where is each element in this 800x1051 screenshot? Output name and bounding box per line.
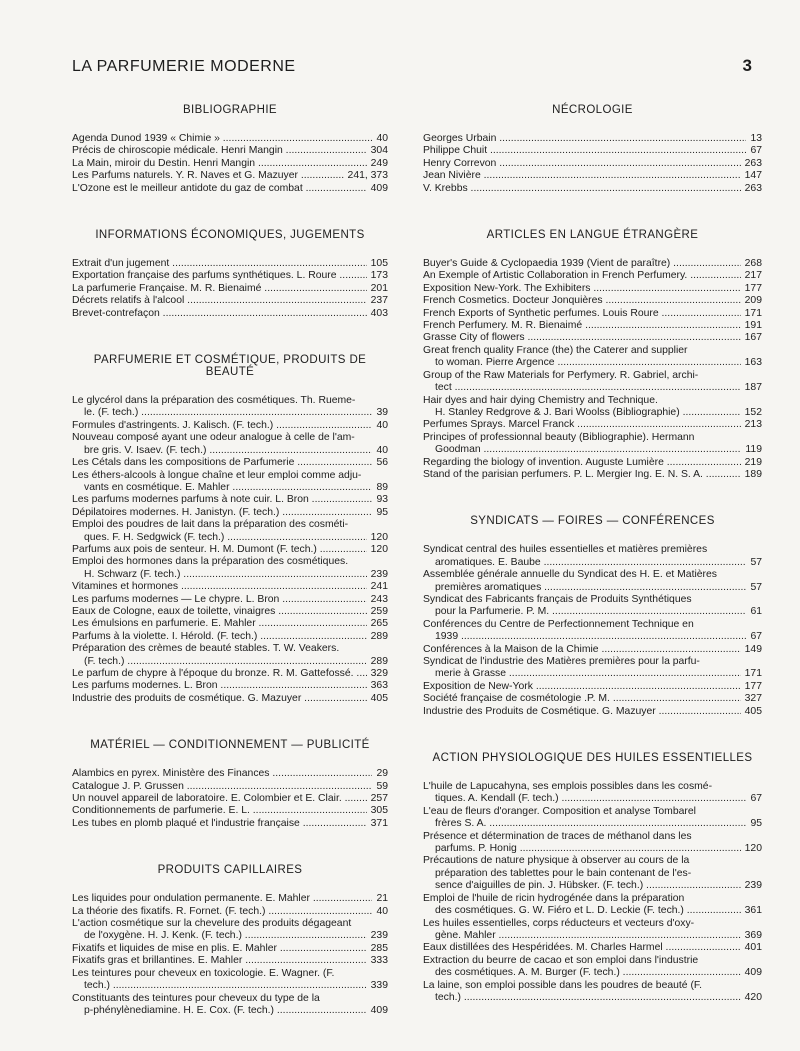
entry-title-line: Préparation des crèmes de beauté stables. T. W. Veakers.: [72, 643, 340, 655]
entry-title-line: Société française de cosmétologie .P. M. .....: [423, 693, 741, 705]
index-entry: [423, 656, 762, 681]
entry-title-line: des cosmétiques. A. M. Burger (F. tech.) .....: [435, 967, 741, 979]
index-entry: [423, 955, 762, 980]
entry-title-line: Perfumes Sprays. Marcel Franck .....: [423, 419, 741, 431]
entry-title-line: Syndicat des Fabricants français de Produits Synthétiques: [423, 593, 692, 605]
entry-title-line: des cosmétiques. G. W. Fiéro et L. D. Leckie (F. tech.) .....: [435, 905, 741, 917]
entry-title-line: Les tubes en plomb plaqué et l'industrie française .....: [72, 818, 367, 830]
entry-title-line: to woman. Pierre Argence .....: [435, 357, 741, 369]
entry-page-number: 40: [376, 905, 388, 917]
section-produits-capillaires: [72, 864, 388, 1017]
entry-title-line: La parfumerie Française. M. R. Bienaimé .....: [72, 283, 367, 295]
entry-page-number: 409: [370, 1004, 388, 1016]
section-articles-en-langue-etrangere: [423, 229, 762, 481]
index-entry: [72, 295, 388, 307]
index-entry: [423, 133, 762, 145]
index-entry: [423, 544, 762, 569]
entry-title-line: Les Parfums naturels. Y. R. Naves et G. Mazuyer .....: [72, 170, 344, 182]
index-entry: [72, 781, 388, 793]
index-entry: [423, 270, 762, 282]
entry-title-line: tiques. A. Kendall (F. tech.) .....: [435, 793, 746, 805]
entry-page-number: 285: [370, 942, 388, 954]
entry-title-line: Catalogue J. P. Grussen .....: [72, 781, 372, 793]
entry-title-line: Syndicat central des huiles essentielles et matières premières: [423, 544, 708, 556]
index-entry: [423, 644, 762, 656]
index-entry: [72, 420, 388, 432]
entry-page-number: 95: [750, 818, 762, 830]
entry-title-line: parfums. P. Honig .....: [435, 843, 741, 855]
page-header: [72, 58, 752, 80]
entry-page-number: 57: [750, 556, 762, 568]
entry-title-line: H. Stanley Redgrove & J. Bari Woolss (Bibliographie) .....: [435, 407, 741, 419]
section-title: SYNDICATS — FOIRES — CONFÉRENCES: [470, 515, 715, 528]
index-entry: [423, 432, 762, 457]
entry-title-line: Exposition de New-York .....: [423, 681, 741, 693]
entry-title-line: pour la Parfumerie. P. M. .....: [435, 606, 746, 618]
entry-title-line: V. Krebbs .....: [423, 183, 741, 195]
entry-title-line: Goodman .....: [435, 444, 741, 456]
entry-title-line: Formules d'astringents. J. Kalisch. (F. tech.) .....: [72, 420, 372, 432]
entry-page-number: 201: [370, 282, 388, 294]
index-entry: [423, 158, 762, 170]
entry-title-line: p-phénylènediamine. H. E. Cox. (F. tech.) .....: [84, 1005, 367, 1017]
entry-title-line: Regarding the biology of invention. Auguste Lumière .....: [423, 457, 741, 469]
entry-page-number: 67: [750, 145, 762, 157]
entry-page-number: 163: [744, 357, 762, 369]
entry-title-line: Stand of the parisian perfumers. P. L. Mergier Ing. E. N. S. A. .....: [423, 469, 741, 481]
entry-page-number: 191: [744, 320, 762, 332]
entry-page-number: 40: [376, 133, 388, 144]
entry-page-number: 61: [750, 606, 762, 618]
entry-title-line: Emploi des hormones dans la préparation des cosmétiques.: [72, 556, 349, 568]
index-entry: [423, 619, 762, 644]
section-bibliographie: [72, 104, 388, 195]
index-entry: [72, 918, 388, 943]
entry-title-line: le. (F. tech.) .....: [84, 407, 372, 419]
index-entry: [72, 680, 388, 692]
entry-page-number: 149: [744, 643, 762, 655]
entry-title-line: Fixatifs et liquides de mise en plis. E. Mahler .....: [72, 943, 367, 955]
entry-title-line: La Main, miroir du Destin. Henri Mangin .....: [72, 158, 367, 170]
index-entry: [72, 668, 388, 680]
entry-title-line: Grasse City of flowers .....: [423, 332, 741, 344]
index-entry: [423, 980, 762, 1005]
entry-title-line: Dépilatoires modernes. H. Janistyn. (F. tech.) .....: [72, 507, 372, 519]
index-entry: [423, 258, 762, 270]
index-entry: [72, 308, 388, 320]
entry-title-line: Industrie des Produits de Cosmétique. G. Mazuyer .....: [423, 706, 741, 718]
entry-page-number: 187: [744, 382, 762, 394]
entry-title-line: Syndicat de l'industrie des Matières premières pour la parfu-: [423, 656, 700, 667]
entry-page-number: 289: [370, 655, 388, 667]
entry-title-line: La théorie des fixatifs. R. Fornet. (F. tech.) .....: [72, 906, 372, 918]
entry-page-number: 40: [376, 419, 388, 431]
section-title: ARTICLES EN LANGUE ÉTRANGÈRE: [486, 229, 699, 242]
entry-title-line: Eaux de Cologne, eaux de toilette, vinaigres .....: [72, 606, 367, 618]
entry-title-line: Nouveau composé ayant une odeur analogue à celle de l'am-: [72, 432, 355, 444]
index-entry: [72, 556, 388, 581]
entry-title-line: Emploi de l'huile de ricin hydrogénée dans la préparation: [423, 892, 685, 904]
entry-title-line: préparation des tablettes pour le bain contenant de l'es-: [435, 867, 692, 879]
entry-page-number: 327: [744, 693, 762, 705]
entry-title-line: L'eau de fleurs d'oranger. Composition et analyse Tombarel: [423, 805, 696, 817]
page-number: 3: [742, 56, 752, 75]
index-entry: [72, 258, 388, 270]
entry-title-line: French Perfumery. M. R. Bienaimé .....: [423, 320, 741, 332]
entry-list: [423, 544, 762, 718]
entry-title-line: tech.) .....: [84, 980, 367, 992]
entry-page-number: 257: [370, 793, 388, 805]
entry-title-line: Les Cétals dans les compositions de Parfumerie .....: [72, 457, 372, 469]
index-entry: [72, 457, 388, 469]
entry-list: [423, 781, 762, 1004]
index-entry: [72, 145, 388, 157]
entry-title-line: tech.) .....: [435, 992, 741, 1004]
index-entry: [72, 631, 388, 643]
entry-page-number: 93: [376, 494, 388, 506]
entry-page-number: 409: [744, 967, 762, 979]
entry-title-line: Jean Nivière .....: [423, 170, 741, 182]
section-title: PARFUMERIE ET COSMÉTIQUE, PRODUITS DE BEAUTÉ: [93, 354, 367, 379]
entry-title-line: gène. Mahler .....: [435, 930, 741, 942]
index-entry: [72, 158, 388, 170]
entry-page-number: 249: [370, 157, 388, 169]
entry-title-line: frères S. A. .....: [435, 818, 746, 830]
entry-page-number: 171: [744, 307, 762, 319]
entry-title-line: Précis de chiroscopie médicale. Henri Mangin .....: [72, 145, 367, 157]
entry-title-line: French Exports of Synthetic perfumes. Louis Roure .....: [423, 308, 741, 320]
section-necrologie: [423, 104, 762, 195]
entry-title-line: Alambics en pyrex. Ministère des Finances .....: [72, 768, 372, 780]
entry-page-number: 241: [370, 581, 388, 593]
entry-page-number: 239: [744, 880, 762, 892]
index-entry: [72, 544, 388, 556]
entry-title-line: Buyer's Guide & Cyclopaedia 1939 (Vient de paraître) .....: [423, 258, 741, 270]
entry-list: [423, 133, 762, 195]
entry-title-line: premières aromatiques .....: [435, 582, 746, 594]
section-title: MATÉRIEL — CONDITIONNEMENT — PUBLICITÉ: [90, 739, 370, 752]
entry-title-line: Extrait d'un jugement .....: [72, 258, 367, 270]
index-entry: [423, 457, 762, 469]
entry-page-number: 40: [376, 444, 388, 456]
entry-title-line: merie à Grasse .....: [435, 668, 741, 680]
entry-title-line: Eaux distillées des Hespéridées. M. Charles Harmel .....: [423, 942, 741, 954]
entry-title-line: Principes of professionnal beauty (Bibliographie). Hermann: [423, 431, 695, 443]
entry-title-line: Vitamines et hormones .....: [72, 581, 367, 593]
entry-title-line: (F. tech.) .....: [84, 656, 367, 668]
section-title: PRODUITS CAPILLAIRES: [157, 864, 303, 877]
section-title: NÉCROLOGIE: [552, 104, 633, 116]
entry-page-number: 409: [370, 182, 388, 194]
section-action-physiologique-des-huiles-essentielles: [423, 752, 762, 1004]
index-entry: [423, 918, 762, 943]
entry-title-line: Parfums aux pois de senteur. H. M. Dumont (F. tech.) .....: [72, 544, 367, 556]
index-entry: [423, 170, 762, 182]
entry-page-number: 152: [744, 406, 762, 418]
index-entry: [423, 332, 762, 344]
entry-list: [72, 768, 388, 830]
left-column: [72, 104, 388, 1051]
entry-page-number: 173: [370, 270, 388, 282]
index-entry: [423, 693, 762, 705]
index-entry: [72, 606, 388, 618]
entry-page-number: 268: [744, 258, 762, 270]
index-entry: [72, 968, 388, 993]
index-entry: [423, 893, 762, 918]
entry-list: [72, 133, 388, 195]
index-entry: [423, 320, 762, 332]
index-entry: [72, 395, 388, 420]
entry-page-number: 167: [744, 332, 762, 344]
entry-page-number: 259: [370, 605, 388, 617]
entry-title-line: Constituants des teintures pour cheveux du type de la: [72, 992, 320, 1004]
entry-page-number: 95: [376, 506, 388, 518]
index-entry: [72, 133, 388, 145]
entry-page-number: 363: [370, 680, 388, 692]
section-materiel-conditionnement-publicite: [72, 739, 388, 830]
entry-title-line: Conférences à la Maison de la Chimie .....: [423, 644, 741, 656]
section-title: INFORMATIONS ÉCONOMIQUES, JUGEMENTS: [95, 229, 365, 242]
entry-page-number: 120: [744, 843, 762, 855]
entry-page-number: 241, 373: [347, 170, 388, 182]
entry-page-number: 57: [750, 581, 762, 593]
entry-page-number: 237: [370, 295, 388, 307]
entry-title-line: aromatiques. E. Baube .....: [435, 557, 746, 569]
section-informations-economiques-jugements: [72, 229, 388, 320]
index-entry: [72, 955, 388, 967]
index-entry: [72, 906, 388, 918]
index-entry: [72, 183, 388, 195]
index-entry: [72, 470, 388, 495]
index-entry: [72, 618, 388, 630]
index-entry: [423, 419, 762, 431]
index-entry: [423, 370, 762, 395]
section-title: ACTION PHYSIOLOGIQUE DES HUILES ESSENTIELLES: [432, 752, 753, 765]
entry-page-number: 213: [744, 419, 762, 431]
entry-page-number: 405: [744, 705, 762, 717]
entry-title-line: Les parfums modernes. L. Bron .....: [72, 680, 367, 692]
entry-title-line: Les huiles essentielles, corps réducteurs et vecteurs d'oxy-: [423, 917, 695, 929]
entry-title-line: Great french quality France (the) the Caterer and supplier: [423, 344, 688, 356]
index-entry: [72, 943, 388, 955]
entry-list: [423, 258, 762, 481]
index-entry: [72, 581, 388, 593]
entry-title-line: An Exemple of Artistic Collaboration in French Perfumery. .....: [423, 270, 741, 282]
entry-page-number: 420: [744, 991, 762, 1003]
entry-page-number: 147: [744, 170, 762, 182]
entry-title-line: bre gris. V. Isaev. (F. tech.) .....: [84, 445, 372, 457]
entry-page-number: 239: [370, 930, 388, 942]
index-entry: [423, 831, 762, 856]
entry-list: [72, 893, 388, 1017]
entry-page-number: 263: [744, 157, 762, 169]
section-syndicats-foires-conferences: [423, 515, 762, 718]
entry-page-number: 219: [744, 456, 762, 468]
entry-page-number: 289: [370, 630, 388, 642]
index-entry: [423, 569, 762, 594]
index-entry: [72, 507, 388, 519]
index-entry: [423, 308, 762, 320]
entry-page-number: 263: [744, 182, 762, 194]
entry-list: [72, 258, 388, 320]
entry-page-number: 67: [750, 631, 762, 643]
right-column: [423, 104, 762, 1038]
entry-title-line: Exportation française des parfums synthétiques. L. Roure .....: [72, 270, 367, 282]
entry-page-number: 209: [744, 295, 762, 307]
entry-title-line: Fixatifs gras et brillantines. E. Mahler .....: [72, 955, 367, 967]
index-entry: [72, 818, 388, 830]
entry-page-number: 120: [370, 531, 388, 543]
entry-title-line: Parfums à la violette. I. Hérold. (F. tech.) .....: [72, 631, 367, 643]
entry-page-number: 119: [745, 444, 762, 456]
entry-title-line: Agenda Dunod 1939 « Chimie » .....: [72, 133, 372, 145]
entry-title-line: sence d'aiguilles de pin. J. Hübsker. (F. tech.) .....: [435, 880, 741, 892]
index-entry: [423, 345, 762, 370]
entry-title-line: Les liquides pour ondulation permanente. E. Mahler .....: [72, 893, 372, 905]
entry-title-line: Emploi des poudres de lait dans la préparation des cosméti-: [72, 519, 349, 531]
entry-title-line: Le glycérol dans la préparation des cosmétiques. Th. Rueme-: [72, 395, 356, 407]
running-title: LA PARFUMERIE MODERNE: [72, 58, 296, 75]
entry-title-line: L'action cosmétique sur la chevelure des produits dégageant: [72, 918, 352, 930]
entry-page-number: 177: [744, 680, 762, 692]
entry-title-line: Décrets relatifs à l'alcool .....: [72, 295, 367, 307]
entry-title-line: vants en cosmétique. E. Mahler .....: [84, 482, 372, 494]
entry-list: [72, 395, 388, 705]
entry-title-line: L'huile de Lapucahyna, ses emplois possibles dans les cosmé-: [423, 781, 713, 793]
entry-title-line: French Cosmetics. Docteur Jonquières .....: [423, 295, 741, 307]
index-entry: [423, 469, 762, 481]
entry-page-number: 177: [744, 282, 762, 294]
entry-page-number: 339: [370, 980, 388, 992]
entry-title-line: ques. F. H. Sedgwick (F. tech.) .....: [84, 532, 367, 544]
index-entry: [72, 993, 388, 1018]
entry-title-line: Hair dyes and hair dying Chemistry and Technique.: [423, 394, 658, 406]
entry-page-number: 405: [370, 692, 388, 704]
entry-page-number: 59: [376, 780, 388, 792]
entry-page-number: 371: [370, 817, 388, 829]
index-entry: [72, 270, 388, 282]
index-entry: [423, 183, 762, 195]
index-entry: [72, 643, 388, 668]
entry-title-line: Un nouvel appareil de laboratoire. E. Colombier et E. Clair. .....: [72, 793, 367, 805]
entry-page-number: 401: [744, 942, 762, 954]
index-entry: [423, 681, 762, 693]
entry-title-line: Présence et détermination de traces de méthanol dans les: [423, 830, 692, 842]
index-entry: [423, 395, 762, 420]
entry-page-number: 89: [376, 481, 388, 493]
entry-page-number: 403: [370, 307, 388, 319]
entry-title-line: Conditionnements de parfumerie. E. L. .....: [72, 805, 367, 817]
index-entry: [72, 893, 388, 905]
entry-page-number: 333: [370, 955, 388, 967]
entry-page-number: 265: [370, 618, 388, 630]
entry-page-number: 56: [376, 457, 388, 469]
entry-page-number: 171: [744, 668, 762, 680]
entry-title-line: L'Ozone est le meilleur antidote du gaz de combat .....: [72, 183, 367, 195]
index-entry: [423, 283, 762, 295]
entry-title-line: H. Schwarz (F. tech.) .....: [84, 569, 367, 581]
entry-title-line: La laine, son emploi possible dans les poudres de beauté (F.: [423, 979, 702, 991]
entry-title-line: Henry Correvon .....: [423, 158, 741, 170]
entry-title-line: Exposition New-York. The Exhibiters .....: [423, 283, 741, 295]
entry-title-line: tect .....: [435, 382, 741, 394]
entry-page-number: 39: [376, 407, 388, 419]
index-entry: [72, 805, 388, 817]
index-entry: [423, 781, 762, 806]
entry-page-number: 304: [370, 145, 388, 157]
entry-title-line: Précautions de nature physique à observer au cours de la: [423, 855, 690, 867]
index-entry: [423, 295, 762, 307]
entry-page-number: 189: [744, 468, 762, 480]
index-entry: [423, 855, 762, 892]
index-entry: [72, 494, 388, 506]
entry-page-number: 369: [744, 929, 762, 941]
entry-page-number: 29: [376, 768, 388, 780]
index-entry: [72, 283, 388, 295]
index-entry: [72, 793, 388, 805]
index-entry: [423, 145, 762, 157]
index-entry: [423, 942, 762, 954]
entry-title-line: Georges Urbain .....: [423, 133, 746, 145]
entry-title-line: Le parfum de chypre à l'époque du bronze. R. M. Gattefossé. .....: [72, 668, 367, 680]
index-entry: [72, 432, 388, 457]
entry-title-line: Les éthers-alcools à longue chaîne et leur emploi comme adju-: [72, 469, 362, 481]
index-entry: [72, 768, 388, 780]
entry-page-number: 67: [750, 793, 762, 805]
entry-title-line: Brevet-contrefaçon .....: [72, 308, 367, 320]
entry-title-line: Group of the Raw Materials for Perfymery. R. Gabriel, archi-: [423, 369, 699, 381]
entry-page-number: 13: [750, 133, 762, 144]
entry-title-line: Assemblée générale annuelle du Syndicat des H. E. et Matières: [423, 569, 717, 581]
entry-page-number: 305: [370, 805, 388, 817]
entry-title-line: Les parfums modernes parfums à note cuir. L. Bron .....: [72, 494, 372, 506]
index-entry: [423, 806, 762, 831]
entry-page-number: 329: [370, 668, 388, 679]
entry-title-line: Conférences du Centre de Perfectionnement Technique en: [423, 618, 694, 630]
entry-page-number: 239: [370, 568, 388, 580]
entry-page-number: 361: [744, 905, 762, 917]
entry-title-line: Extraction du beurre de cacao et son emploi dans l'industrie: [423, 954, 699, 966]
entry-title-line: Philippe Chuit .....: [423, 145, 746, 157]
entry-title-line: 1939 .....: [435, 631, 746, 643]
entry-page-number: 21: [376, 893, 388, 905]
index-entry: [72, 693, 388, 705]
entry-title-line: Industrie des produits de cosmétique. G. Mazuyer .....: [72, 693, 367, 705]
section-parfumerie-et-cosmetique-produits-de-beaute: [72, 354, 388, 705]
entry-page-number: 105: [370, 258, 388, 270]
entry-title-line: de l'oxygène. H. J. Kenk. (F. tech.) .....: [84, 930, 367, 942]
index-entry: [423, 706, 762, 718]
entry-page-number: 217: [744, 270, 762, 282]
index-entry: [72, 594, 388, 606]
entry-title-line: Les parfums modernes — Le chypre. L. Bron .....: [72, 594, 367, 606]
index-entry: [72, 519, 388, 544]
entry-title-line: Les teintures pour cheveux en toxicologie. E. Wagner. (F.: [72, 967, 335, 979]
entry-page-number: 243: [370, 593, 388, 605]
index-entry: [423, 594, 762, 619]
index-entry: [72, 170, 388, 182]
section-title: BIBLIOGRAPHIE: [182, 104, 278, 116]
entry-page-number: 120: [370, 543, 388, 555]
entry-title-line: Les émulsions en parfumerie. E. Mahler .....: [72, 618, 367, 630]
